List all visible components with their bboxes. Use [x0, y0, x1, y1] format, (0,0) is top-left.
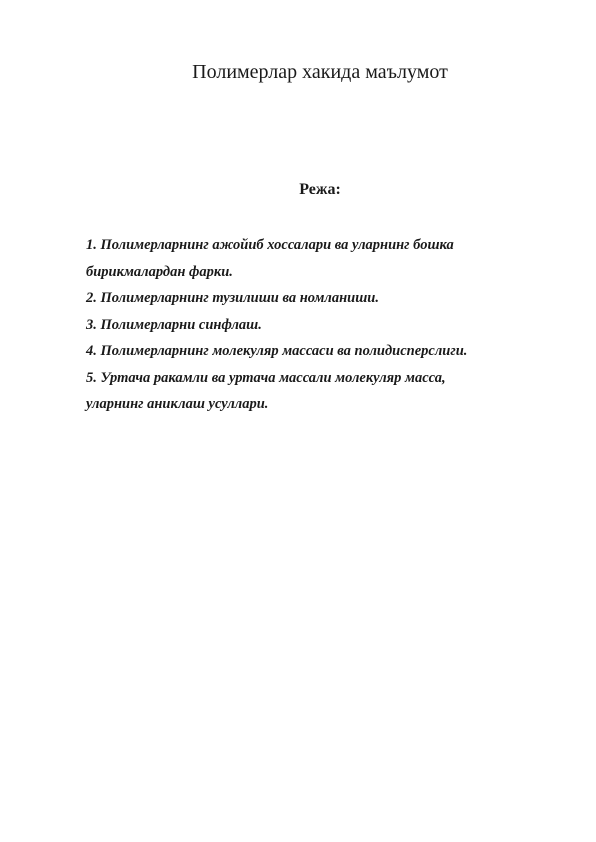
plan-item-5-line-1: 5. Уртача ракамли ва уртача массали молекуляр масса,	[86, 369, 446, 386]
document-title: Полимерлар хакида маълумот	[192, 61, 448, 83]
plan-list	[86, 232, 556, 418]
plan-item-2: 2. Полимерларнинг тузилиши ва номланиши.	[86, 290, 379, 306]
plan-heading: Режа:	[299, 181, 341, 198]
plan-item-1-line-2: бирикмалардан фарки.	[86, 263, 233, 280]
plan-item-4: 4. Полимерларнинг молекуляр массаси ва полидисперслиги.	[86, 343, 468, 359]
plan-item-3: 3. Полимерларни синфлаш.	[86, 316, 262, 333]
plan-item-1-line-1: 1. Полимерларнинг ажойиб хоссалари ва уларнинг бошка	[86, 237, 454, 253]
plan-item-5-line-2: уларнинг аниклаш усуллари.	[86, 396, 269, 412]
